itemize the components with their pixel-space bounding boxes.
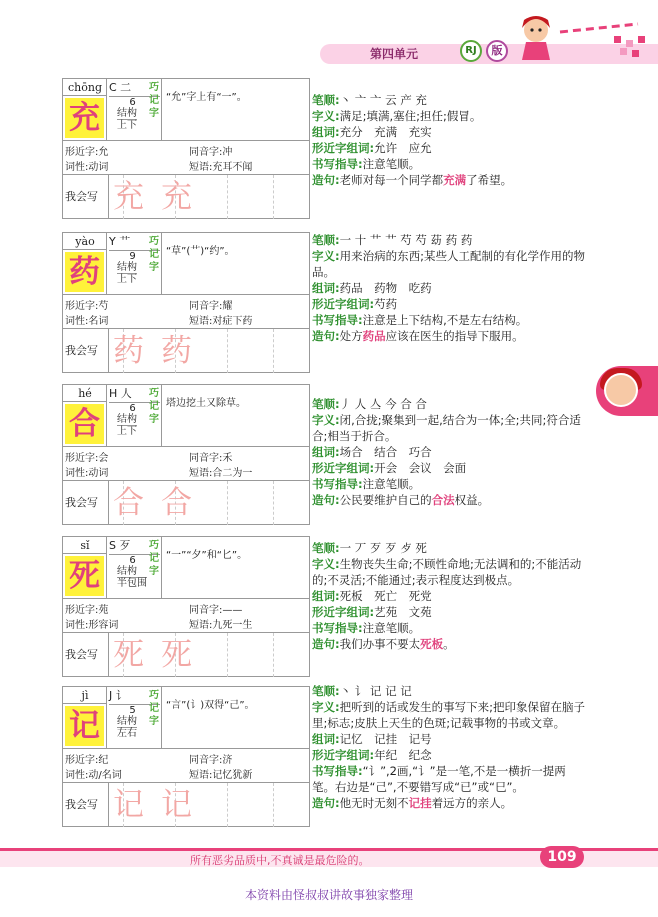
meaning-row xyxy=(312,412,588,444)
grid-line xyxy=(227,633,228,677)
rj-badge: RJ xyxy=(460,40,482,62)
stroke-order-row xyxy=(312,683,588,699)
write-label: 我会写 xyxy=(65,783,109,827)
sentence-highlight: 药品 xyxy=(362,329,386,343)
structure-type: 半包围 xyxy=(117,578,147,589)
writing-guide-text: 注意笔顺。 xyxy=(362,477,421,491)
sentence-label: 造句: xyxy=(312,493,340,507)
homophone: 同音字:济 xyxy=(189,755,233,766)
part-of-speech: 词性:动/名词 xyxy=(65,770,122,781)
page-number: 109 xyxy=(540,846,584,868)
stroke-count: 6 xyxy=(129,403,136,414)
memory-tip: “允”字上有“一”。 xyxy=(166,92,247,103)
grid-line xyxy=(227,175,228,219)
char-facts xyxy=(63,749,309,783)
sentence-highlight: 充满 xyxy=(443,173,467,187)
sentence-highlight: 记挂 xyxy=(408,796,432,810)
words-text: 记忆 记挂 记号 xyxy=(339,732,432,746)
char-info xyxy=(312,540,588,652)
main-char: 记 xyxy=(65,706,104,746)
sentence-highlight: 死板 xyxy=(420,637,444,651)
sentence-text: 他无时无刻不 xyxy=(339,796,409,810)
stroke-count: 6 xyxy=(129,97,136,108)
practice-char[interactable]: 死 xyxy=(161,637,192,673)
char-info xyxy=(312,92,588,188)
stroke-order-label: 笔顺: xyxy=(312,397,340,411)
stroke-order-label: 笔顺: xyxy=(312,541,340,555)
grid-line xyxy=(227,783,228,827)
radical: S 歹 xyxy=(109,537,160,555)
sentence-label: 造句: xyxy=(312,329,340,343)
char-card xyxy=(62,536,310,677)
stroke-order-label: 笔顺: xyxy=(312,233,340,247)
meaning-text: 闭,合拢;聚集到一起,结合为一体;全;共同;符合适合;相当于折合。 xyxy=(312,413,581,443)
radical: Y 艹 xyxy=(109,233,160,251)
writing-guide-label: 书写指导: xyxy=(312,621,363,635)
pinyin: chōng xyxy=(63,79,107,96)
phrase: 短语:合二为一 xyxy=(189,468,253,479)
char-facts xyxy=(63,141,309,175)
sentence-row xyxy=(312,636,588,652)
card-top xyxy=(63,687,309,749)
page-header xyxy=(0,0,658,75)
part-of-speech: 词性:名词 xyxy=(65,316,109,327)
writing-practice xyxy=(63,633,309,677)
homophone: 同音字:冲 xyxy=(189,147,233,158)
writing-guide-text: “讠”,2画,“讠”是一笔,不是一横折一提两笔。右边是“己”,不要错写成“已”或“巳”。 xyxy=(312,764,566,794)
structure-type: 上下 xyxy=(117,274,137,285)
pinyin: hé xyxy=(63,385,107,402)
meaning-label: 字义: xyxy=(312,109,340,123)
char-info xyxy=(312,396,588,508)
girl-mascot-icon xyxy=(510,10,650,68)
similar-words-row xyxy=(312,604,588,620)
words-text: 药品 药物 吃药 xyxy=(339,281,432,295)
stroke-count: 9 xyxy=(129,251,136,262)
practice-char[interactable]: 死 xyxy=(113,637,144,673)
writing-practice xyxy=(63,175,309,219)
sentence-row xyxy=(312,492,588,508)
grid-line xyxy=(273,329,274,373)
stroke-count: 6 xyxy=(129,555,136,566)
part-of-speech: 词性:形容词 xyxy=(65,620,119,631)
stroke-order-row xyxy=(312,396,588,412)
card-top xyxy=(63,385,309,447)
writing-practice xyxy=(63,329,309,373)
writing-practice xyxy=(63,783,309,827)
writing-guide-label: 书写指导: xyxy=(312,764,363,778)
structure-type: 左右 xyxy=(117,728,137,739)
writing-guide-row xyxy=(312,763,588,795)
writing-guide-label: 书写指导: xyxy=(312,157,363,171)
radical: J 讠 xyxy=(109,687,160,705)
memory-tip-label: 巧记字 xyxy=(149,82,159,119)
sentence-text-end: 着远方的亲人。 xyxy=(431,796,513,810)
card-top xyxy=(63,233,309,295)
writing-guide-row xyxy=(312,156,588,172)
meaning-label: 字义: xyxy=(312,700,340,714)
words-text: 死板 死亡 死党 xyxy=(339,589,432,603)
writing-guide-label: 书写指导: xyxy=(312,313,363,327)
grid-line xyxy=(227,481,228,525)
stroke-order-row xyxy=(312,540,588,556)
writing-guide-text: 注意是上下结构,不是左右结构。 xyxy=(362,313,528,327)
char-cell xyxy=(63,385,107,447)
meaning-label: 字义: xyxy=(312,557,340,571)
stroke-order-text: 丶 亠 亠 云 产 充 xyxy=(339,93,427,107)
meaning-text: 生物丧失生命;不顾性命地;无法调和的;不能活动的;不灵活;不能通过;表示程度达到极点。 xyxy=(312,557,582,587)
phrase: 短语:充耳不闻 xyxy=(189,162,253,173)
words-label: 组词: xyxy=(312,589,340,603)
meaning-label: 字义: xyxy=(312,249,340,263)
similar-words-row xyxy=(312,140,588,156)
similar-words-row xyxy=(312,747,588,763)
practice-char[interactable]: 药 xyxy=(113,333,144,369)
sentence-label: 造句: xyxy=(312,637,340,651)
memory-tip-label: 巧记字 xyxy=(149,540,159,577)
sentence-row xyxy=(312,795,588,811)
stroke-order-text: 一 十 艹 艹 芍 芍 苭 药 药 xyxy=(339,233,473,247)
meaning-text: 用来治病的东西;某些人工配制的有化学作用的物品。 xyxy=(312,249,585,279)
sentence-text: 我们办事不要太 xyxy=(339,637,421,651)
structure-type: 上下 xyxy=(117,120,137,131)
char-card xyxy=(62,384,310,525)
sentence-text: 老师对每一个同学都 xyxy=(339,173,444,187)
stroke-count: 5 xyxy=(129,705,136,716)
words-row xyxy=(312,280,588,296)
sentence-label: 造句: xyxy=(312,796,340,810)
edition-badge: 版 xyxy=(486,40,508,62)
structure-label: 结构 xyxy=(117,716,137,727)
practice-char[interactable]: 记 xyxy=(161,787,192,823)
grid-line xyxy=(273,481,274,525)
sentence-text-end: 了希望。 xyxy=(466,173,513,187)
sentence-text-end: 。 xyxy=(443,637,455,651)
stroke-order-row xyxy=(312,232,588,248)
char-cell xyxy=(63,233,107,295)
similar-char: 形近字:会 xyxy=(65,453,109,464)
sentence-row xyxy=(312,172,588,188)
radical: H 人 xyxy=(109,385,160,403)
write-label: 我会写 xyxy=(65,481,109,525)
sentence-text: 公民要维护自己的 xyxy=(339,493,432,507)
similar-words-label: 形近字组词: xyxy=(312,141,375,155)
write-label: 我会写 xyxy=(65,329,109,373)
writing-guide-label: 书写指导: xyxy=(312,477,363,491)
structure-label: 结构 xyxy=(117,108,137,119)
card-top xyxy=(63,79,309,141)
meaning-row xyxy=(312,108,588,124)
structure-type: 上下 xyxy=(117,426,137,437)
stroke-order-label: 笔顺: xyxy=(312,93,340,107)
writing-guide-row xyxy=(312,476,588,492)
sentence-row xyxy=(312,328,588,344)
grid-line xyxy=(273,783,274,827)
main-char: 充 xyxy=(65,98,104,138)
words-label: 组词: xyxy=(312,125,340,139)
meaning-text: 把听到的话或发生的事写下来;把印象保留在脑子里;标志;皮肤上天生的色斑;记载事物的书或文章。 xyxy=(312,700,585,730)
practice-char[interactable]: 药 xyxy=(161,333,192,369)
stroke-order-text: 丶 讠 记 记 记 xyxy=(339,684,412,698)
pinyin: jì xyxy=(63,687,107,704)
words-row xyxy=(312,731,588,747)
unit-title: 第四单元 xyxy=(370,47,419,61)
char-card xyxy=(62,686,310,827)
similar-words-text: 开会 会议 会面 xyxy=(374,461,467,475)
words-row xyxy=(312,124,588,140)
main-char: 死 xyxy=(65,556,104,596)
grid-line xyxy=(273,175,274,219)
sentence-label: 造句: xyxy=(312,173,340,187)
write-label: 我会写 xyxy=(65,175,109,219)
similar-words-row xyxy=(312,296,588,312)
words-text: 场合 结合 巧合 xyxy=(339,445,432,459)
meaning-row xyxy=(312,699,588,731)
practice-char[interactable]: 合 xyxy=(113,485,144,521)
similar-words-label: 形近字组词: xyxy=(312,605,375,619)
char-cell xyxy=(63,79,107,141)
words-label: 组词: xyxy=(312,732,340,746)
words-row xyxy=(312,588,588,604)
pinyin: sǐ xyxy=(63,537,107,554)
practice-char[interactable]: 充 xyxy=(113,179,144,215)
stroke-order-text: 丿 人 亼 今 合 合 xyxy=(339,397,427,411)
similar-words-row xyxy=(312,460,588,476)
phrase: 短语:九死一生 xyxy=(189,620,253,631)
similar-words-label: 形近字组词: xyxy=(312,748,375,762)
structure-label: 结构 xyxy=(117,414,137,425)
practice-char[interactable]: 合 xyxy=(161,485,192,521)
char-facts xyxy=(63,599,309,633)
similar-words-text: 芍药 xyxy=(374,297,398,311)
words-label: 组词: xyxy=(312,281,340,295)
homophone: 同音字:禾 xyxy=(189,453,233,464)
practice-char[interactable]: 充 xyxy=(161,179,192,215)
pinyin: yào xyxy=(63,233,107,250)
words-text: 充分 充满 充实 xyxy=(339,125,432,139)
char-info xyxy=(312,683,588,811)
part-of-speech: 词性:动词 xyxy=(65,468,109,479)
memory-tip: “一”“夕”和“匕”。 xyxy=(166,550,248,561)
similar-words-label: 形近字组词: xyxy=(312,297,375,311)
sentence-text-end: 权益。 xyxy=(454,493,490,507)
char-card xyxy=(62,232,310,373)
memory-tip: “草”(艹)“约”。 xyxy=(166,246,235,257)
structure-label: 结构 xyxy=(117,262,137,273)
sentence-text-end: 应该在医生的指导下服用。 xyxy=(385,329,524,343)
similar-words-text: 艺苑 文苑 xyxy=(374,605,432,619)
meaning-row xyxy=(312,556,588,588)
side-tab xyxy=(596,366,658,416)
memory-tip: “言”(讠)双得“己”。 xyxy=(166,700,255,711)
meaning-row xyxy=(312,248,588,280)
char-cell xyxy=(63,687,107,749)
card-top xyxy=(63,537,309,599)
writing-guide-row xyxy=(312,312,588,328)
mascot-face-icon xyxy=(604,373,638,407)
main-char: 药 xyxy=(65,252,104,292)
char-info xyxy=(312,232,588,344)
structure-label: 结构 xyxy=(117,566,137,577)
meaning-label: 字义: xyxy=(312,413,340,427)
similar-char: 形近字:允 xyxy=(65,147,109,158)
writing-guide-text: 注意笔顺。 xyxy=(362,157,421,171)
char-facts xyxy=(63,447,309,481)
sentence-highlight: 合法 xyxy=(431,493,455,507)
memory-tip-label: 巧记字 xyxy=(149,690,159,727)
similar-words-text: 允许 应允 xyxy=(374,141,432,155)
writing-practice xyxy=(63,481,309,525)
char-facts xyxy=(63,295,309,329)
main-char: 合 xyxy=(65,404,104,444)
similar-char: 形近字:芍 xyxy=(65,301,109,312)
phrase: 短语:记忆犹新 xyxy=(189,770,253,781)
radical: C 二 xyxy=(109,79,160,97)
similar-char: 形近字:纪 xyxy=(65,755,109,766)
write-label: 我会写 xyxy=(65,633,109,677)
footer-quote: 所有恶劣品质中,不真诚是最危险的。 xyxy=(190,854,370,867)
writing-guide-row xyxy=(312,620,588,636)
similar-char: 形近字:苑 xyxy=(65,605,109,616)
part-of-speech: 词性:动词 xyxy=(65,162,109,173)
words-row xyxy=(312,444,588,460)
memory-tip-label: 巧记字 xyxy=(149,236,159,273)
similar-words-text: 年纪 纪念 xyxy=(374,748,432,762)
stroke-order-label: 笔顺: xyxy=(312,684,340,698)
memory-tip-label: 巧记字 xyxy=(149,388,159,425)
words-label: 组词: xyxy=(312,445,340,459)
grid-line xyxy=(273,633,274,677)
sentence-text: 处方 xyxy=(339,329,363,343)
stroke-order-row xyxy=(312,92,588,108)
footer-note: 本资料由怪叔叔讲故事独家整理 xyxy=(244,888,413,902)
char-cell xyxy=(63,537,107,599)
similar-words-label: 形近字组词: xyxy=(312,461,375,475)
homophone: 同音字:耀 xyxy=(189,301,233,312)
char-card xyxy=(62,78,310,219)
stroke-order-text: 一 丆 歹 歹 歺 死 xyxy=(339,541,427,555)
phrase: 短语:对症下药 xyxy=(189,316,253,327)
writing-guide-text: 注意笔顺。 xyxy=(362,621,421,635)
homophone: 同音字:—— xyxy=(189,605,243,616)
practice-char[interactable]: 记 xyxy=(113,787,144,823)
meaning-text: 满足;填满,塞住;担任;假冒。 xyxy=(339,109,482,123)
grid-line xyxy=(227,329,228,373)
memory-tip: 塔边挖土又除草。 xyxy=(166,398,246,409)
